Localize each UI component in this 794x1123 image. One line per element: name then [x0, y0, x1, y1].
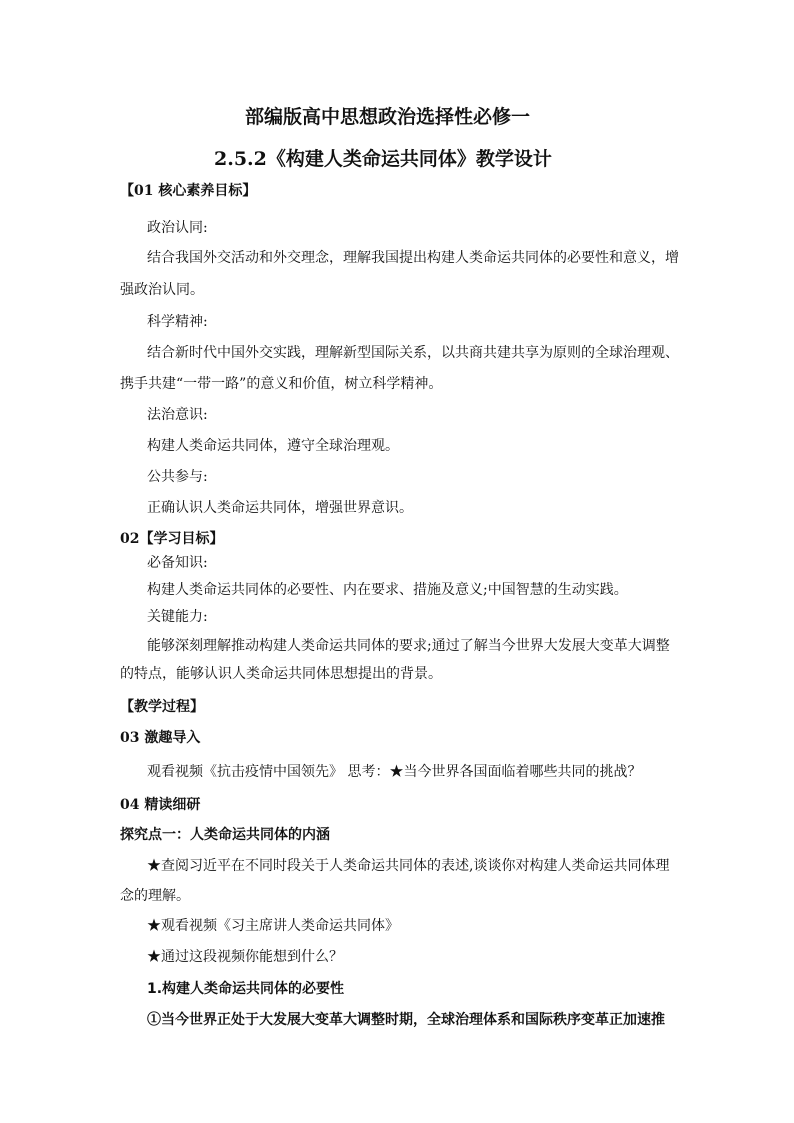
label-key-ability: 关键能力: — [147, 609, 208, 625]
point-text-line1: ①当今世界正处于大发展大变革大调整时期，全球治理体系和国际秩序变革正加速推 — [147, 1012, 665, 1028]
section-heading-core-literacy: 【01 核心素养目标】 — [120, 183, 257, 199]
label-scientific-spirit: 科学精神: — [147, 314, 208, 330]
star-task1-line2: 念的理解。 — [120, 888, 190, 904]
document-title: 部编版高中思想政治选择性必修一 — [245, 106, 531, 128]
star-task2: ★观看视频《习主席讲人类命运共同体》 — [147, 918, 399, 934]
document-subtitle: 2.5.2《构建人类命运共同体》教学设计 — [214, 148, 552, 170]
inquiry-point-heading: 探究点一：人类命运共同体的内涵 — [120, 827, 330, 843]
political-identity-text-line2: 强政治认同。 — [120, 282, 204, 298]
public-participation-text: 正确认识人类命运共同体，增强世界意识。 — [147, 500, 413, 516]
point-heading-necessity: 1.构建人类命运共同体的必要性 — [147, 981, 345, 997]
star-task1-line1: ★查阅习近平在不同时段关于人类命运共同体的表述,谈谈你对构建人类命运共同体理 — [147, 858, 670, 874]
label-public-participation: 公共参与: — [147, 469, 208, 485]
section-heading-close-reading: 04 精读细研 — [120, 797, 201, 813]
section-heading-learning-goals: 02【学习目标】 — [120, 531, 224, 547]
scientific-spirit-text-line2: 携手共建“一带一路”的意义和价值，树立科学精神。 — [120, 376, 443, 392]
label-essential-knowledge: 必备知识: — [147, 555, 208, 571]
political-identity-text-line1: 结合我国外交活动和外交理念，理解我国提出构建人类命运共同体的必要性和意义，增 — [147, 250, 679, 266]
key-ability-text-line1: 能够深刻理解推动构建人类命运共同体的要求;通过了解当今世界大发展大变革大调整 — [147, 638, 670, 654]
section-heading-teaching-process: 【教学过程】 — [120, 699, 204, 715]
star-task3: ★通过这段视频你能想到什么？ — [147, 949, 343, 965]
key-ability-text-line2: 的特点，能够认识人类命运共同体思想提出的背景。 — [120, 666, 442, 682]
intro-text: 观看视频《抗击疫情中国领先》 思考：★当今世界各国面临着哪些共同的挑战？ — [147, 764, 642, 780]
scientific-spirit-text-line1: 结合新时代中国外交实践，理解新型国际关系，以共商共建共享为原则的全球治理观、 — [147, 345, 679, 361]
label-political-identity: 政治认同: — [147, 220, 208, 236]
essential-knowledge-text: 构建人类命运共同体的必要性、内在要求、措施及意义;中国智慧的生动实践。 — [147, 582, 628, 598]
section-heading-intro: 03 激趣导入 — [120, 730, 201, 746]
label-rule-of-law: 法治意识: — [147, 407, 208, 423]
rule-of-law-text: 构建人类命运共同体，遵守全球治理观。 — [147, 438, 399, 454]
